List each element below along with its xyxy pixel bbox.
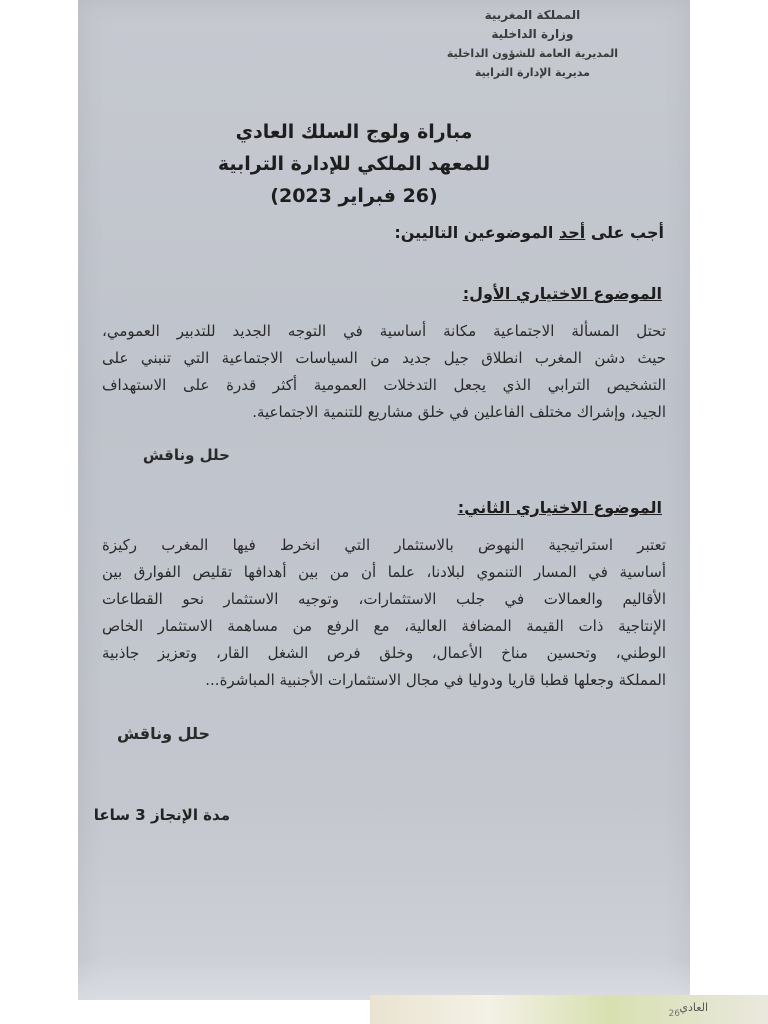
topic2-line: أساسية في المسار التنموي لبلادنا، علما أن من بين أهدافها تقليص الفوارق بين xyxy=(102,563,666,581)
topic1-line: تحتل المسألة الاجتماعية مكانة أساسية في التوجه الجديد للتدبير العمومي، xyxy=(102,322,666,340)
topic2-body xyxy=(102,532,666,694)
background-papers xyxy=(370,995,768,1024)
title-line-3: (26 فبراير 2023) xyxy=(270,185,438,207)
instruction-suffix: الموضوعين التاليين: xyxy=(394,223,559,242)
topic1-line: الجيد، وإشراك مختلف الفاعلين في خلق مشاريع للتنمية الاجتماعية. xyxy=(252,403,666,421)
title-line-2: للمعهد الملكي للإدارة الترابية xyxy=(217,153,491,175)
topic2-line: المملكة وجعلها قطبا قاريا ودوليا في مجال الاستثمارات الأجنبية المباشرة... xyxy=(205,671,666,689)
topic2-heading: الموضوع الاختياري الثاني: xyxy=(457,498,662,517)
exam-title xyxy=(78,116,690,212)
header-line-kingdom: المملكة المغربية xyxy=(484,8,581,22)
instruction-prefix: أجب على xyxy=(585,223,664,242)
topic2-discuss: حلل وناقش xyxy=(117,724,210,743)
exam-paper xyxy=(78,0,690,1000)
header-line-ministry: وزارة الداخلية xyxy=(491,27,574,41)
topic2-line: الوطني، وتحسين مناخ الأعمال، وخلق فرص الشغل القار، وتعزيز جاذبية xyxy=(102,644,666,662)
paper-fold-shadow xyxy=(78,960,690,1000)
topic1-heading: الموضوع الاختياري الأول: xyxy=(462,284,662,303)
instruction-underlined: أحد xyxy=(558,223,586,242)
topic2-line: الإنتاجية ذات القيمة المضافة العالية، مع الرفع من مساهمة الاستثمار الخاص xyxy=(102,617,666,635)
exam-duration: مدة الإنجاز 3 ساعا xyxy=(93,806,230,824)
topic1-line: حيث دشن المغرب انطلاق جيل جديد من السياسات الاجتماعية التي تنبني على xyxy=(102,349,666,367)
topic2-line: تعتبر استراتيجية النهوض بالاستثمار التي انخرط فيها المغرب ركيزة xyxy=(102,536,666,554)
header-line-directorate-general: المديرية العامة للشؤون الداخلية xyxy=(446,47,618,60)
topic2-line: الأقاليم والعمالات في جلب الاستثمارات، وتوجيه الاستثمار نحو القطاعات xyxy=(102,590,666,608)
title-line-1: مباراة ولوج السلك العادي xyxy=(235,121,473,143)
topic1-line: التشخيص الترابي الذي يجعل التدخلات العمومية أكثر قدرة على الاستهداف xyxy=(102,376,666,394)
background-text-2: 26 xyxy=(668,1009,680,1019)
header-line-directorate: مديرية الإدارة الترابية xyxy=(474,66,590,79)
background-text-1: العادي xyxy=(679,1001,708,1014)
topic1-discuss: حلل وناقش xyxy=(142,446,230,464)
topic1-body xyxy=(102,318,666,426)
ministry-header xyxy=(447,6,618,82)
instruction xyxy=(394,223,664,242)
